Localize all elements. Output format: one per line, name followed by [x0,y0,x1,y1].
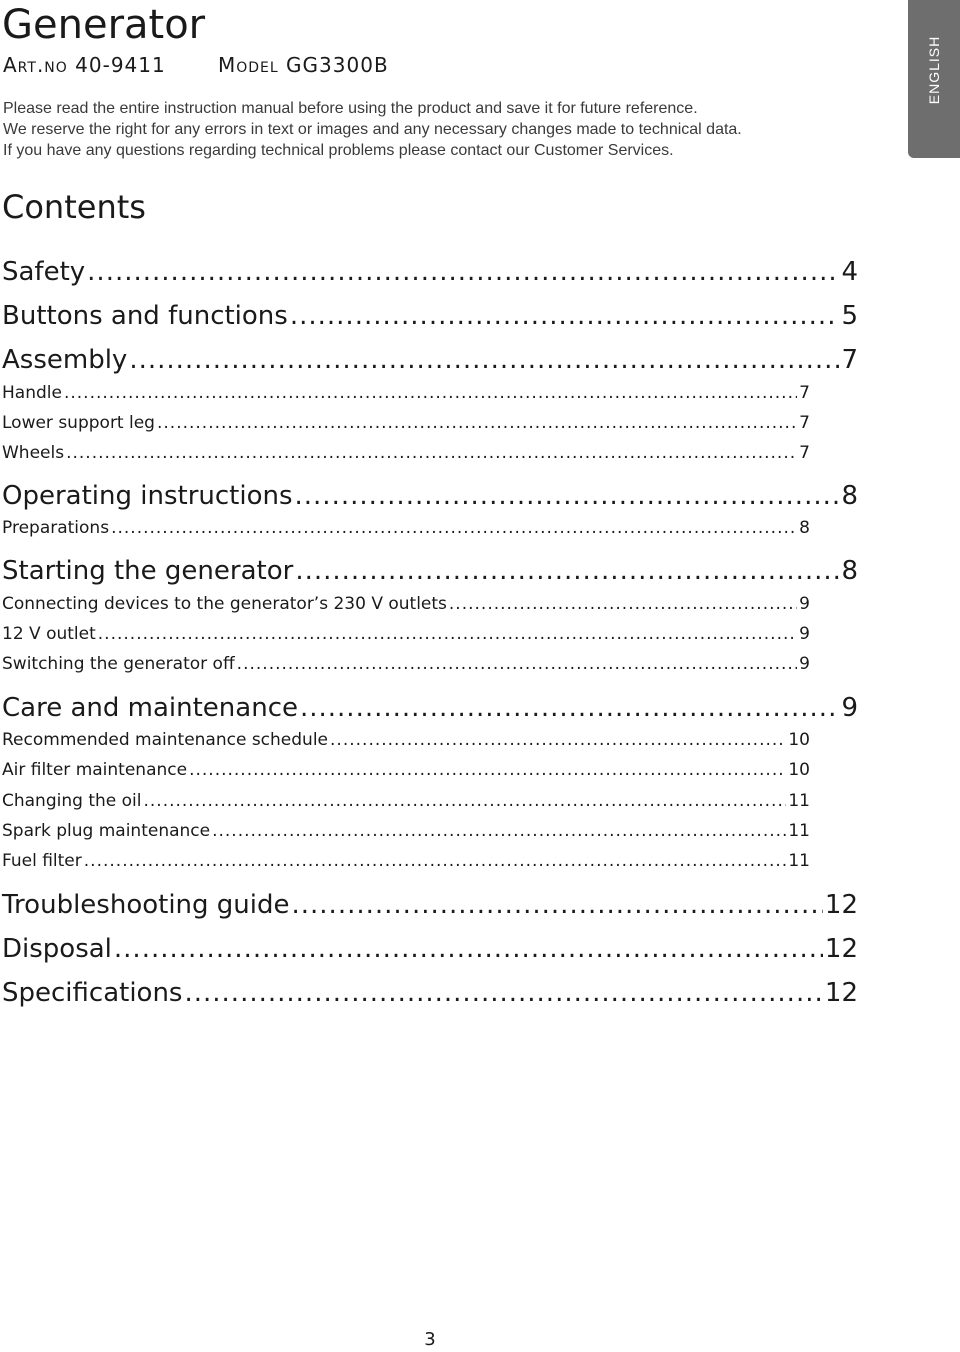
toc-entry-title: Troubleshooting guide [2,890,290,920]
toc-entry-title: Specifications [2,978,183,1008]
intro-text [3,98,883,161]
toc-entry-title: Operating instructions [2,481,293,511]
toc-entry-preparations[interactable] [2,516,810,540]
toc-entry-title: Assembly [2,345,128,375]
toc-leader-dots [64,381,797,405]
toc-entry-air-filter[interactable] [2,758,810,782]
toc-entry-wheels[interactable] [2,441,810,465]
toc-leader-dots [290,298,840,334]
toc-leader-dots [300,690,839,726]
toc-entry-page: 9 [799,594,810,614]
toc-leader-dots [184,975,822,1011]
toc-entry-handle[interactable] [2,381,810,405]
toc-entry-page: 11 [788,821,810,841]
language-tab [908,0,960,158]
toc-leader-dots [66,441,797,465]
toc-entry-page: 7 [799,383,810,403]
toc-entry-changing-the-oil[interactable] [2,789,810,813]
toc-entry-lower-support-leg[interactable] [2,411,810,435]
toc-entry-title: 12 V outlet [2,624,96,644]
toc-leader-dots [129,342,839,378]
toc-entry-title: Fuel filter [2,851,82,871]
toc-entry-title: Starting the generator [2,556,294,586]
toc-entry-starting-the-generator[interactable] [2,553,858,589]
toc-entry-assembly[interactable] [2,342,858,378]
toc-entry-page: 9 [799,654,810,674]
toc-entry-maintenance-schedule[interactable] [2,728,810,752]
toc-entry-page: 7 [841,345,858,375]
toc-entry-operating-instructions[interactable] [2,478,858,514]
toc-leader-dots [98,622,797,646]
toc-entry-switching-off[interactable] [2,652,810,676]
toc-entry-page: 12 [824,978,858,1008]
toc-entry-page: 12 [824,890,858,920]
toc-entry-title: Lower support leg [2,413,155,433]
toc-entry-page: 11 [788,851,810,871]
toc-leader-dots [295,553,839,589]
toc-entry-page: 12 [824,934,858,964]
toc-entry-specifications[interactable] [2,975,858,1011]
toc-entry-title: Switching the generator off [2,654,235,674]
intro-line: If you have any questions regarding technical problems please contact our Customer Services. [3,142,674,159]
model-number: Model GG3300B [218,53,389,77]
toc-entry-title: Recommended maintenance schedule [2,730,329,750]
toc-entry-page: 11 [788,791,810,811]
toc-entry-page: 4 [841,257,858,287]
contents-heading: Contents [2,188,146,226]
toc-entry-page: 8 [841,481,858,511]
toc-leader-dots [449,592,797,616]
toc-leader-dots [111,516,797,540]
toc-entry-title: Safety [2,257,86,287]
intro-line: Please read the entire instruction manual before using the product and save it for future reference. [3,100,698,117]
toc-entry-title: Air filter maintenance [2,760,188,780]
toc-leader-dots [295,478,840,514]
toc-entry-title: Preparations [2,518,110,538]
toc-entry-troubleshooting-guide[interactable] [2,887,858,923]
toc-entry-page: 10 [788,730,810,750]
toc-entry-page: 7 [799,443,810,463]
toc-entry-page: 7 [799,413,810,433]
toc-entry-page: 8 [799,518,810,538]
intro-line: We reserve the right for any errors in text or images and any necessary changes made to technical data. [3,121,742,138]
toc-leader-dots [330,728,786,752]
toc-entry-safety[interactable] [2,254,858,290]
toc-leader-dots [157,411,797,435]
article-number: Art.no 40-9411 [3,53,166,77]
toc-entry-care-and-maintenance[interactable] [2,690,858,726]
toc-leader-dots [237,652,798,676]
toc-entry-page: 9 [799,624,810,644]
toc-entry-page: 8 [841,556,858,586]
language-tab-label: ENGLISH [926,35,942,105]
toc-entry-title: Buttons and functions [2,301,288,331]
toc-entry-page: 9 [841,693,858,723]
toc-entry-fuel-filter[interactable] [2,849,810,873]
toc-leader-dots [87,254,839,290]
toc-entry-spark-plug[interactable] [2,819,810,843]
toc-leader-dots [143,789,786,813]
toc-entry-page: 10 [788,760,810,780]
toc-leader-dots [84,849,787,873]
document-title: Generator [2,2,206,48]
page-number: 3 [424,1329,436,1350]
toc-entry-title: Care and maintenance [2,693,298,723]
toc-entry-12v-outlet[interactable] [2,622,810,646]
toc-entry-buttons-and-functions[interactable] [2,298,858,334]
product-info-line [3,52,389,78]
toc-entry-title: Spark plug maintenance [2,821,211,841]
toc-leader-dots [212,819,786,843]
toc-leader-dots [114,931,823,967]
toc-entry-title: Handle [2,383,62,403]
toc-entry-page: 5 [841,301,858,331]
toc-leader-dots [189,758,786,782]
toc-leader-dots [292,887,823,923]
toc-entry-title: Disposal [2,934,112,964]
toc-entry-disposal[interactable] [2,931,858,967]
toc-entry-title: Wheels [2,443,65,463]
toc-entry-connecting-devices[interactable] [2,592,810,616]
toc-entry-title: Connecting devices to the generator’s 230 V outlets [2,594,447,614]
toc-entry-title: Changing the oil [2,791,142,811]
